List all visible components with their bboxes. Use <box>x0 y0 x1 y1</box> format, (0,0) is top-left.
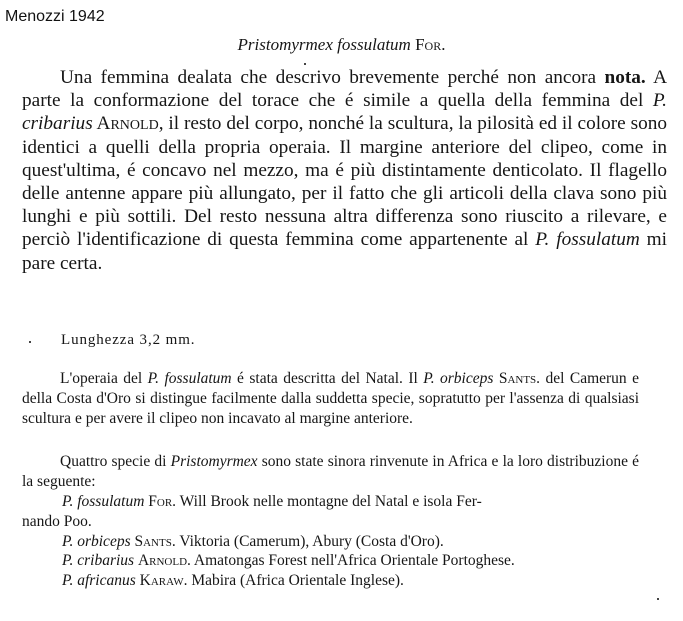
author-name: Arnold <box>92 113 159 135</box>
length-measurement: Lunghezza 3,2 mm. <box>61 332 196 348</box>
text-run: Una femmina dealata che descrivo brevemente perché non ancora <box>60 67 597 88</box>
species-entry <box>22 492 639 512</box>
scan-speck <box>29 341 31 343</box>
species-entry <box>22 532 639 552</box>
text-run: Quattro specie di <box>60 453 171 470</box>
distribution-intro <box>22 452 639 492</box>
citation-label: Menozzi 1942 <box>5 8 105 25</box>
locality-text: Viktoria (Camerum), Abury (Costa d'Oro). <box>175 532 444 550</box>
genus-name: Pristomyrmex <box>170 453 258 470</box>
text-run: A parte la conformazione del torace che é simile a quella della femmina del <box>22 67 668 112</box>
scan-speck <box>304 63 306 65</box>
species-name: P. fossulatum <box>147 370 232 387</box>
text-run: sono state sinora rinvenute in Africa e la loro distribuzione é la seguente: <box>22 453 639 490</box>
species-name: P. cribarius <box>62 552 135 570</box>
species-name: P. cribarius <box>22 90 667 135</box>
author-name: Karaw. <box>139 572 188 590</box>
author-name: For. <box>148 493 177 510</box>
species-name: P. africanus <box>62 572 136 590</box>
scan-speck <box>657 598 659 600</box>
species-name: P. fossulatum <box>62 493 145 510</box>
locality-text: Amatongas Forest nell'Africa Orientale Portoghese. <box>190 552 515 570</box>
text-run-bold: nota. <box>604 67 646 88</box>
species-heading <box>0 35 683 55</box>
author-name: Sants. <box>134 532 176 550</box>
species-name: P. fossulatum <box>535 229 640 251</box>
species-entry-continuation: nando Poo. <box>22 512 92 530</box>
heading-author: For. <box>415 35 446 54</box>
species-name: P. orbiceps <box>423 370 494 387</box>
species-entry <box>22 571 639 591</box>
locality-text: Will Brook nelle montagne del Natal e isola Fer- <box>176 493 482 510</box>
text-run: del Camerun e della Costa d'Oro si distingue facilmente dalla suddetta specie, sopratutto per l'assenza di qualsiasi scultura e per avere il clipeo non incavato al margine anteriore. <box>22 370 639 427</box>
heading-species: Pristomyrmex fossulatum <box>237 35 411 54</box>
species-name: P. orbiceps <box>62 532 131 550</box>
description-paragraph <box>22 66 667 275</box>
text-run: é stata descritta del Natal. Il <box>231 370 424 387</box>
locality-text: Mabira (Africa Orientale Inglese). <box>187 572 404 590</box>
species-list <box>22 492 639 591</box>
text-run: L'operaia del <box>60 370 148 387</box>
operaia-paragraph <box>22 369 639 428</box>
author-name: Arnold. <box>137 552 191 570</box>
species-entry <box>22 551 639 571</box>
text-run: , il resto del corpo, nonché la scultura, la pilosità ed il colore sono identici a quelli della propria operaia. Il margine anteriore del clipeo, come in quest'ultima, é concavo nel mezzo, ma é più distintamente denticolato. Il flagello delle antenne appare più allungato, per il fatto che gli articoli della clava sono più lunghi e più sottili. Del resto nessuna altra differenza sono riuscito a rilevare, e perciò l'identificazione di questa femmina come appartenente al <box>22 113 667 251</box>
author-name: Sants. <box>493 370 541 387</box>
text-run: mi pare certa. <box>22 229 667 274</box>
